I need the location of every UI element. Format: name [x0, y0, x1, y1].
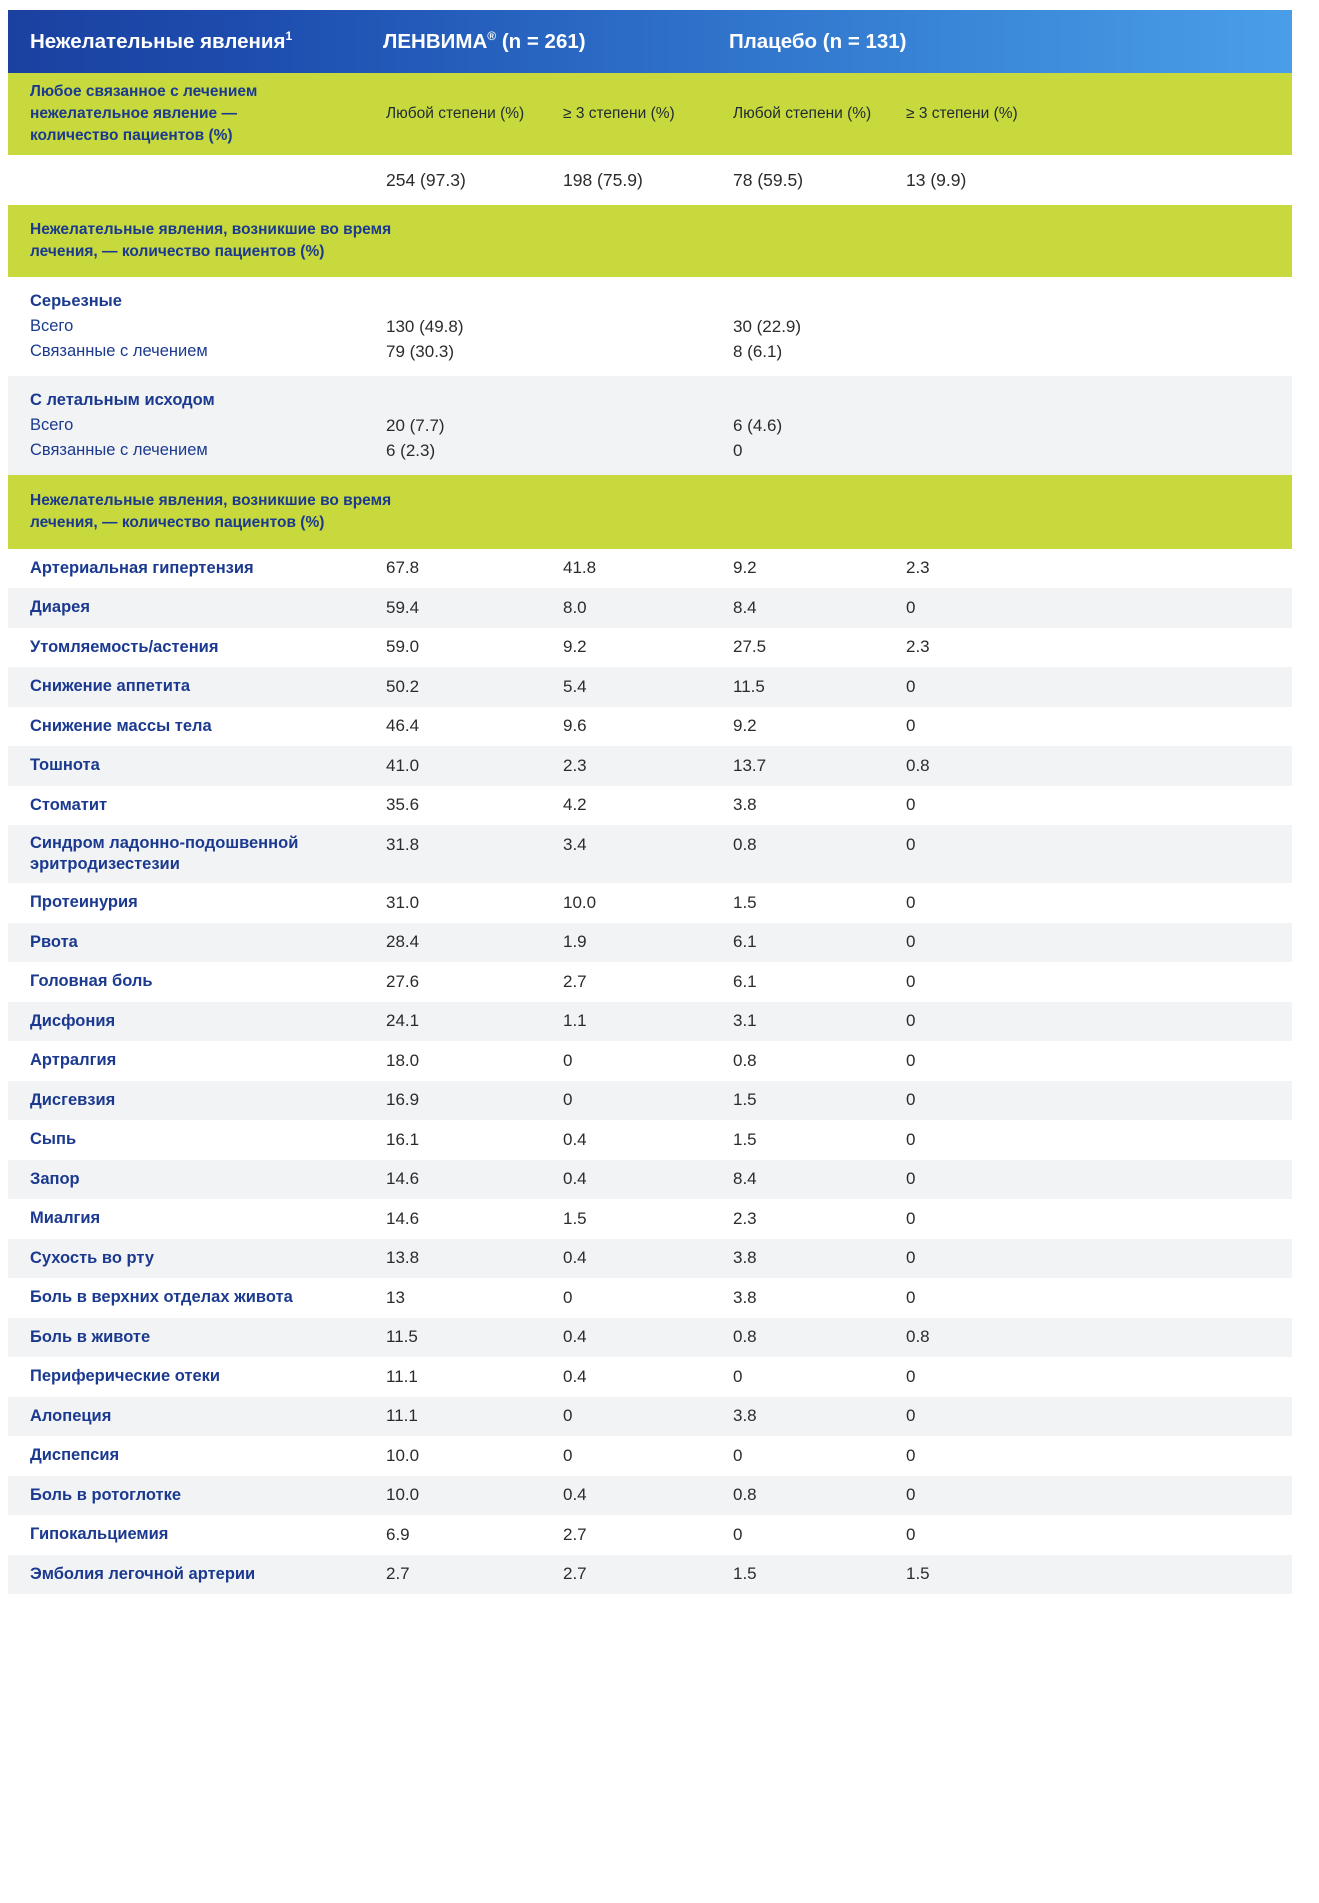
- header-drug-n: (n = 261): [501, 29, 586, 53]
- group-serious-related-placebo: 8 (6.1): [733, 341, 783, 361]
- row-value: 9.6: [563, 716, 587, 736]
- row-value: 16.9: [386, 1090, 420, 1110]
- row-value: 0.8: [733, 1327, 757, 1347]
- row-label: Боль в верхних отделах живота: [30, 1288, 293, 1307]
- group-fatal-total-placebo: 6 (4.6): [733, 415, 783, 435]
- subheader-col-drug-grade3: ≥ 3 степени (%): [563, 105, 675, 122]
- row-value: 28.4: [386, 932, 420, 952]
- row-value: 31.0: [386, 892, 420, 912]
- row-value: 8.0: [563, 597, 587, 617]
- row-label: Запор: [30, 1169, 80, 1188]
- header-adverse-events-label: Нежелательные явления: [30, 29, 286, 53]
- row-value: 2.3: [906, 637, 930, 657]
- row-value: 59.0: [386, 637, 420, 657]
- row-value: 3.8: [733, 1287, 757, 1307]
- row-value: 0: [906, 932, 916, 952]
- row-value: 59.4: [386, 597, 420, 617]
- row-label: Снижение массы тела: [30, 716, 212, 735]
- row-value: 1.5: [733, 1129, 757, 1149]
- row-value: 0.4: [563, 1129, 587, 1149]
- row-value: 0: [906, 1208, 916, 1228]
- row-value: 27.5: [733, 637, 767, 657]
- row-value: 0.8: [906, 1327, 930, 1347]
- group-fatal-total-drug: 20 (7.7): [386, 415, 445, 435]
- row-value: 18.0: [386, 1050, 420, 1070]
- row-value: 0: [906, 1485, 916, 1505]
- registered-trademark-icon: ®: [487, 29, 497, 44]
- table-row: [8, 1436, 1292, 1476]
- adverse-events-table: [8, 10, 1292, 1596]
- row-value: 1.5: [733, 892, 757, 912]
- row-value: 67.8: [386, 558, 420, 578]
- row-value: 0: [563, 1445, 573, 1465]
- row-value: 8.4: [733, 597, 757, 617]
- table-row: [8, 1555, 1292, 1595]
- row-value: 0: [906, 1248, 916, 1268]
- row-value: 41.0: [386, 755, 420, 775]
- group-fatal-related-placebo: 0: [733, 440, 743, 460]
- row-value: 0: [906, 1445, 916, 1465]
- table-row: [8, 707, 1292, 747]
- row-value: 2.3: [563, 755, 587, 775]
- row-label: Головная боль: [30, 972, 153, 991]
- row-value: 0.4: [563, 1366, 587, 1386]
- row-value: 13: [386, 1287, 405, 1307]
- row-value: 0: [906, 795, 916, 815]
- table-row: [8, 883, 1292, 923]
- row-value: 0: [906, 597, 916, 617]
- table-row: [8, 962, 1292, 1002]
- group-fatal: [8, 376, 1292, 475]
- table-row: [8, 1199, 1292, 1239]
- row-value: 24.1: [386, 1011, 420, 1031]
- group-fatal-related-label: Связанные с лечением: [30, 440, 208, 459]
- row-label: Дисгевзия: [30, 1090, 116, 1109]
- group-fatal-title: С летальным исходом: [30, 390, 215, 409]
- group-serious-related-drug: 79 (30.3): [386, 341, 455, 361]
- group-fatal-related-drug: 6 (2.3): [386, 440, 436, 460]
- row-value: 0: [906, 1287, 916, 1307]
- row-value: 13.7: [733, 755, 767, 775]
- row-value: 16.1: [386, 1129, 420, 1149]
- row-value: 11.1: [386, 1366, 418, 1386]
- row-value: 11.1: [386, 1406, 418, 1426]
- row-value: 0.4: [563, 1327, 587, 1347]
- row-value: 0: [906, 1129, 916, 1149]
- row-label: Диспепсия: [30, 1446, 120, 1465]
- row-value: 0: [906, 716, 916, 736]
- row-value: 41.8: [563, 558, 597, 578]
- row-value: 3.1: [733, 1011, 757, 1031]
- row-value: 0.8: [906, 755, 930, 775]
- group-fatal-row-total: [8, 413, 1292, 438]
- row-label: Дисфония: [30, 1011, 116, 1030]
- subheader-band: [8, 73, 1292, 155]
- table-row: [8, 1120, 1292, 1160]
- row-value: 0: [563, 1050, 573, 1070]
- table-row: [8, 1357, 1292, 1397]
- row-label: Снижение аппетита: [30, 677, 191, 696]
- row-value: 4.2: [563, 795, 587, 815]
- row-value: 9.2: [563, 637, 587, 657]
- row-value: 14.6: [386, 1208, 420, 1228]
- row-value: 3.8: [733, 1248, 757, 1268]
- group-serious-row-related: [8, 339, 1292, 364]
- row-label: Боль в животе: [30, 1327, 151, 1346]
- table-row: [8, 1318, 1292, 1358]
- group-serious-total-drug: 130 (49.8): [386, 316, 464, 336]
- group-serious-row-total: [8, 314, 1292, 339]
- row-value: 0: [906, 1524, 916, 1544]
- row-value: 10.0: [386, 1485, 420, 1505]
- section-band-treatment-emergent-1: [8, 205, 1292, 277]
- row-value: 3.4: [563, 835, 587, 854]
- section-band-label-2: Нежелательные явления, возникшие во время лечения, — количество пациентов (%): [30, 491, 392, 531]
- row-label: Артралгия: [30, 1051, 117, 1070]
- row-label: Диарея: [30, 598, 90, 617]
- row-value: 0: [906, 1050, 916, 1070]
- row-value: 2.7: [386, 1564, 410, 1584]
- row-value: 0.4: [563, 1485, 587, 1505]
- header-drug-arm: [383, 29, 586, 54]
- row-value: 3.8: [733, 795, 757, 815]
- row-value: 1.9: [563, 932, 587, 952]
- row-value: 2.3: [733, 1208, 757, 1228]
- row-value: 0: [906, 892, 916, 912]
- row-value: 10.0: [563, 892, 597, 912]
- row-value: 6.1: [733, 932, 757, 952]
- section-band-label-1: Нежелательные явления, возникшие во время лечения, — количество пациентов (%): [30, 221, 392, 260]
- group-serious: [8, 277, 1292, 376]
- table-body: [8, 549, 1292, 1595]
- summary-value-drug-grade3: 198 (75.9): [563, 169, 643, 190]
- row-value: 1.5: [733, 1564, 757, 1584]
- table-row: [8, 1476, 1292, 1516]
- row-value: 0: [906, 1011, 916, 1031]
- row-value: 27.6: [386, 971, 420, 991]
- row-value: 35.6: [386, 795, 420, 815]
- row-value: 0: [906, 1090, 916, 1110]
- summary-value-drug-any: 254 (97.3): [386, 169, 466, 190]
- row-label: Рвота: [30, 932, 78, 951]
- table-row: [8, 746, 1292, 786]
- row-value: 0.4: [563, 1248, 587, 1268]
- row-value: 13.8: [386, 1248, 420, 1268]
- header-footnote-marker: 1: [285, 29, 293, 44]
- row-value: 46.4: [386, 716, 420, 736]
- row-value: 2.3: [906, 558, 930, 578]
- header-placebo-arm: Плацебо (n = 131): [729, 29, 907, 53]
- row-value: 2.7: [563, 1524, 587, 1544]
- row-value: 10.0: [386, 1445, 420, 1465]
- summary-row: [8, 155, 1292, 205]
- table-row: [8, 1002, 1292, 1042]
- table-header: [8, 10, 1292, 73]
- row-value: 1.5: [906, 1564, 930, 1584]
- row-value: 5.4: [563, 676, 587, 696]
- section-band-treatment-emergent-2: [8, 475, 1292, 549]
- row-label: Эмболия легочной артерии: [30, 1564, 256, 1583]
- row-value: 0: [733, 1366, 743, 1386]
- row-value: 0.8: [733, 835, 757, 854]
- row-label: Миалгия: [30, 1209, 101, 1228]
- table-row: [8, 628, 1292, 668]
- row-value: 0: [906, 971, 916, 991]
- group-serious-title: Серьезные: [30, 292, 122, 310]
- row-value: 9.2: [733, 716, 757, 736]
- subheader-col-placebo-any: Любой степени (%): [733, 105, 872, 122]
- row-label: Алопеция: [30, 1406, 112, 1425]
- summary-value-placebo-grade3: 13 (9.9): [906, 169, 967, 190]
- row-label: Сухость во рту: [30, 1248, 155, 1267]
- row-value: 8.4: [733, 1169, 757, 1189]
- table-row: [8, 1515, 1292, 1555]
- group-fatal-row-related: [8, 438, 1292, 463]
- row-value: 6.9: [386, 1524, 410, 1544]
- table-row: [8, 1278, 1292, 1318]
- row-label-line: Синдром ладонно-подошвенной: [30, 833, 299, 852]
- row-label: Стоматит: [30, 795, 108, 814]
- table-row: [8, 825, 1292, 883]
- group-serious-related-label: Связанные с лечением: [30, 341, 208, 360]
- row-value: 14.6: [386, 1169, 420, 1189]
- row-value: 0.8: [733, 1485, 757, 1505]
- row-value: 0: [906, 1406, 916, 1426]
- row-value: 0: [563, 1406, 573, 1426]
- row-label: Боль в ротоглотке: [30, 1485, 182, 1504]
- group-serious-total-placebo: 30 (22.9): [733, 316, 802, 336]
- table-row: [8, 923, 1292, 963]
- row-label: Утомляемость/астения: [30, 637, 219, 656]
- row-value: 0.4: [563, 1169, 587, 1189]
- table-row: [8, 1239, 1292, 1279]
- table-bottom-edge: [8, 1594, 1292, 1596]
- row-label-line: эритродизестезии: [30, 855, 180, 873]
- row-value: 1.1: [563, 1011, 587, 1031]
- table-row: [8, 1397, 1292, 1437]
- row-value: 9.2: [733, 558, 757, 578]
- table-row: [8, 667, 1292, 707]
- row-value: 2.7: [563, 1564, 587, 1584]
- row-value: 0: [733, 1445, 743, 1465]
- header-adverse-events: [8, 29, 292, 54]
- row-label: Протеинурия: [30, 893, 138, 912]
- row-label: Артериальная гипертензия: [30, 558, 254, 577]
- row-value: 11.5: [386, 1327, 418, 1347]
- row-value: 6.1: [733, 971, 757, 991]
- group-serious-total-label: Всего: [30, 316, 74, 335]
- row-value: 11.5: [733, 676, 765, 696]
- row-value: 0: [906, 1366, 916, 1386]
- row-value: 0: [563, 1090, 573, 1110]
- row-value: 0.8: [733, 1050, 757, 1070]
- row-value: 0: [733, 1524, 743, 1544]
- row-value: 0: [906, 835, 916, 854]
- header-drug-name: ЛЕНВИМА: [383, 29, 488, 53]
- subheader-col-drug-any: Любой степени (%): [386, 105, 525, 122]
- subheader-col-placebo-grade3: ≥ 3 степени (%): [906, 105, 1018, 122]
- row-label: Тошнота: [30, 756, 100, 775]
- row-label: Периферические отеки: [30, 1367, 221, 1386]
- row-value: 0: [906, 1169, 916, 1189]
- table-row: [8, 786, 1292, 826]
- row-value: 50.2: [386, 676, 420, 696]
- row-label: [8, 833, 383, 876]
- row-value: 0: [906, 676, 916, 696]
- row-label: Сыпь: [30, 1130, 77, 1149]
- row-label: Гипокальциемия: [30, 1525, 169, 1544]
- group-fatal-total-label: Всего: [30, 415, 74, 434]
- row-value: 1.5: [563, 1208, 587, 1228]
- table-row: [8, 549, 1292, 589]
- row-value: 3.8: [733, 1406, 757, 1426]
- row-value: 31.8: [386, 835, 420, 854]
- table-row: [8, 1041, 1292, 1081]
- row-value: 0: [563, 1287, 573, 1307]
- subheader-section-label: Любое связанное с лечением нежелательное явление — количество пациентов (%): [30, 83, 258, 144]
- row-value: 1.5: [733, 1090, 757, 1110]
- table-row: [8, 1160, 1292, 1200]
- summary-value-placebo-any: 78 (59.5): [733, 169, 804, 190]
- table-row: [8, 588, 1292, 628]
- table-row: [8, 1081, 1292, 1121]
- row-value: 2.7: [563, 971, 587, 991]
